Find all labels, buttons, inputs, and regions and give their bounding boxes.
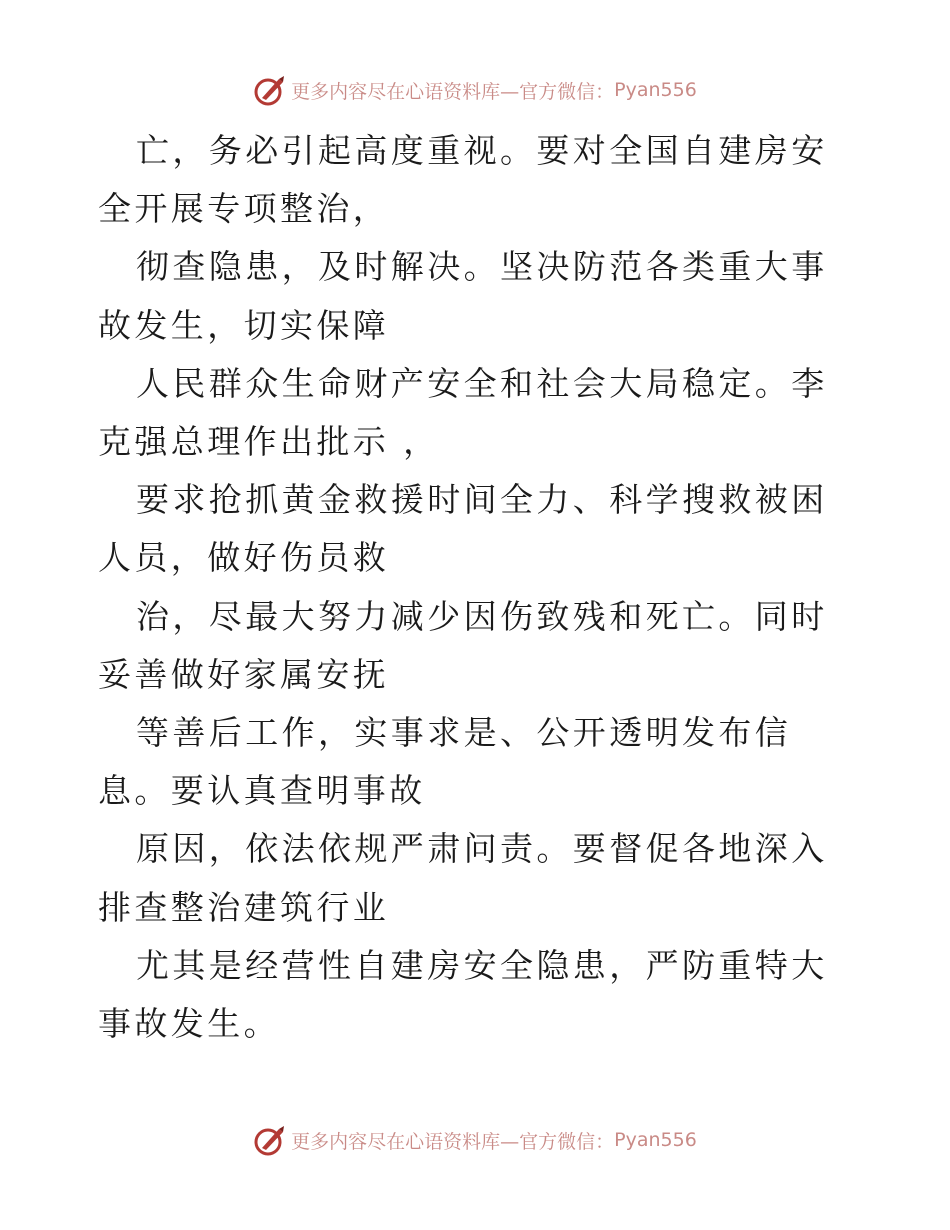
header-banner-text: 更多内容尽在心语资料库—官方微信： (291, 80, 615, 103)
paragraph: 尤其是经营性自建房安全隐患，严防重特大事故发生。 (98, 945, 828, 1044)
paragraph: 等善后工作，实事求是、公开透明发布信息。要认真查明事故 (98, 713, 792, 811)
footer-wechat-id: Pyan556 (614, 1129, 697, 1151)
footer-banner-text: 更多内容尽在心语资料库—官方微信： (291, 1130, 615, 1153)
document-body (98, 122, 858, 1053)
paragraph: 治，尽最大努力减少因伤致残和死亡。同时妥善做好家属安抚 (98, 596, 828, 694)
header-wechat-id: Pyan556 (614, 79, 697, 101)
footer-banner (0, 1120, 950, 1160)
paragraph: 原因，依法依规严肃问责。要督促各地深入排查整治建筑行业 (98, 829, 828, 927)
paragraph: 人民群众生命财产安全和社会大局稳定。李克强总理作出批示 ， (98, 363, 828, 462)
header-banner (0, 70, 950, 110)
paragraph: 彻查隐患，及时解决。坚决防范各类重大事故发生，切实保障 (98, 247, 828, 345)
quill-pen-logo-icon (253, 73, 287, 107)
paragraph: 要求抢抓黄金救援时间全力、科学搜救被困人员，做好伤员救 (98, 480, 828, 578)
paragraph: 亡，务必引起高度重视。要对全国自建房安全开展专项整治， (98, 131, 828, 229)
quill-pen-logo-icon (253, 1123, 287, 1157)
